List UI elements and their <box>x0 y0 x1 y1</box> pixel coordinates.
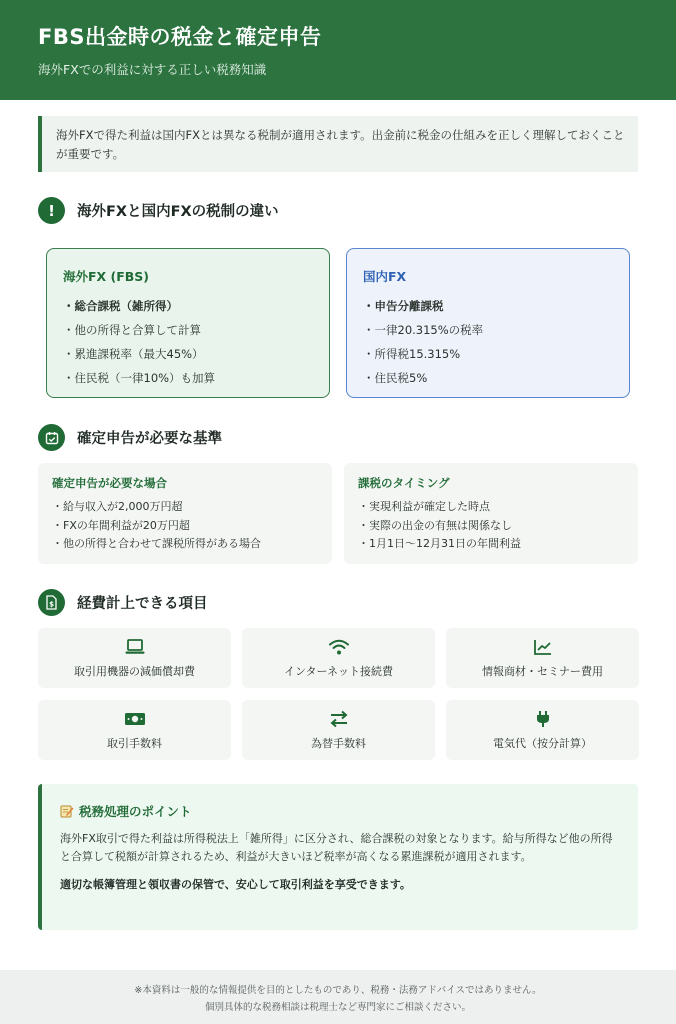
panel-title: 課税のタイミング <box>358 476 450 490</box>
disclaimer-line: 個別具体的な税務相談は税理士など専門家にご相談ください。 <box>204 1002 471 1013</box>
section-heading-tax-diff <box>38 197 279 224</box>
plug-icon <box>532 709 554 729</box>
wifi-icon <box>328 637 350 657</box>
expense-tile <box>242 700 435 760</box>
laptop-icon <box>124 637 146 657</box>
tile-label: 情報商材・セミナー費用 <box>482 665 603 678</box>
list-item: ・実現利益が確定した時点 <box>358 500 490 513</box>
list-item: ・累進課税率（最大45%） <box>63 347 204 361</box>
tile-label: インターネット接続費 <box>283 665 393 678</box>
list-item: ・実際の出金の有無は関係なし <box>358 518 512 532</box>
money-bill-icon <box>124 709 146 729</box>
memo-icon <box>60 804 74 818</box>
section-heading-expenses <box>38 589 208 616</box>
tax-timing-panel <box>344 463 638 564</box>
list-item: ・1月1日〜12月31日の年間利益 <box>358 537 521 550</box>
domestic-fx-card <box>346 248 630 398</box>
disclaimer-line: ※本資料は一般的な情報提供を目的としたものであり、税務・法務アドバイスではありません。 <box>134 985 542 996</box>
panel-title: 確定申告が必要な場合 <box>52 476 167 490</box>
expense-tile <box>242 628 435 688</box>
tile-label: 為替手数料 <box>311 737 366 750</box>
intro-note: 海外FXで得た利益は国内FXとは異なる税制が適用されます。出金前に税金の仕組みを正しく理解しておくことが重要です。 <box>38 116 638 172</box>
calendar-check-icon <box>38 424 65 451</box>
exclamation-icon: ! <box>38 197 65 224</box>
list-item: ・FXの年間利益が20万円超 <box>52 518 190 532</box>
expense-tile <box>446 700 639 760</box>
page-subtitle: 海外FXでの利益に対する正しい税務知識 <box>38 62 267 77</box>
card-title: 国内FX <box>363 269 407 284</box>
receipt-icon <box>38 589 65 616</box>
tile-label: 電気代（按分計算） <box>493 737 592 750</box>
list-item: ・住民税（一律10%）も加算 <box>63 371 216 385</box>
page-header <box>0 0 676 100</box>
section-title: 海外FXと国内FXの税制の違い <box>77 204 279 220</box>
list-item: ・一律20.315%の税率 <box>363 323 484 337</box>
section-title: 確定申告が必要な基準 <box>77 431 222 447</box>
tax-point-box <box>38 784 638 930</box>
list-item: ・所得税15.315% <box>363 347 461 361</box>
tile-label: 取引用機器の減価償却費 <box>74 665 195 678</box>
page-title: FBS出金時の税金と確定申告 <box>38 25 322 49</box>
point-body: 海外FX取引で得た利益は所得税法上「雑所得」に区分され、総合課税の対象となります。給与所得など他の所得と合算して税額が計算されるため、利益が大きいほど税率が高くなる累進課税が適用されます。 <box>60 832 613 863</box>
list-item: ・他の所得と合算して計算 <box>63 323 201 337</box>
overseas-fx-card <box>46 248 330 398</box>
list-item: ・他の所得と合わせて課税所得がある場合 <box>52 537 261 550</box>
chart-line-icon <box>532 637 554 657</box>
point-title <box>60 802 618 820</box>
point-title-text: 税務処理のポイント <box>79 804 192 819</box>
list-item: ・住民税5% <box>363 371 428 385</box>
expense-tile <box>38 628 231 688</box>
svg-text:$: $ <box>49 600 54 609</box>
expense-tile <box>446 628 639 688</box>
expense-tile <box>38 700 231 760</box>
disclaimer-footer <box>0 970 676 1024</box>
section-title: 経費計上できる項目 <box>77 596 208 612</box>
tile-label: 取引手数料 <box>107 737 162 750</box>
list-item: ・総合課税（雑所得） <box>63 299 178 313</box>
list-item: ・申告分離課税 <box>363 299 444 313</box>
point-emphasis: 適切な帳簿管理と領収書の保管で、安心して取引利益を享受できます。 <box>60 878 411 891</box>
section-heading-criteria <box>38 424 222 451</box>
card-title: 海外FX (FBS) <box>63 269 150 284</box>
exchange-icon <box>328 709 350 729</box>
list-item: ・給与収入が2,000万円超 <box>52 500 183 513</box>
filing-required-panel <box>38 463 332 564</box>
